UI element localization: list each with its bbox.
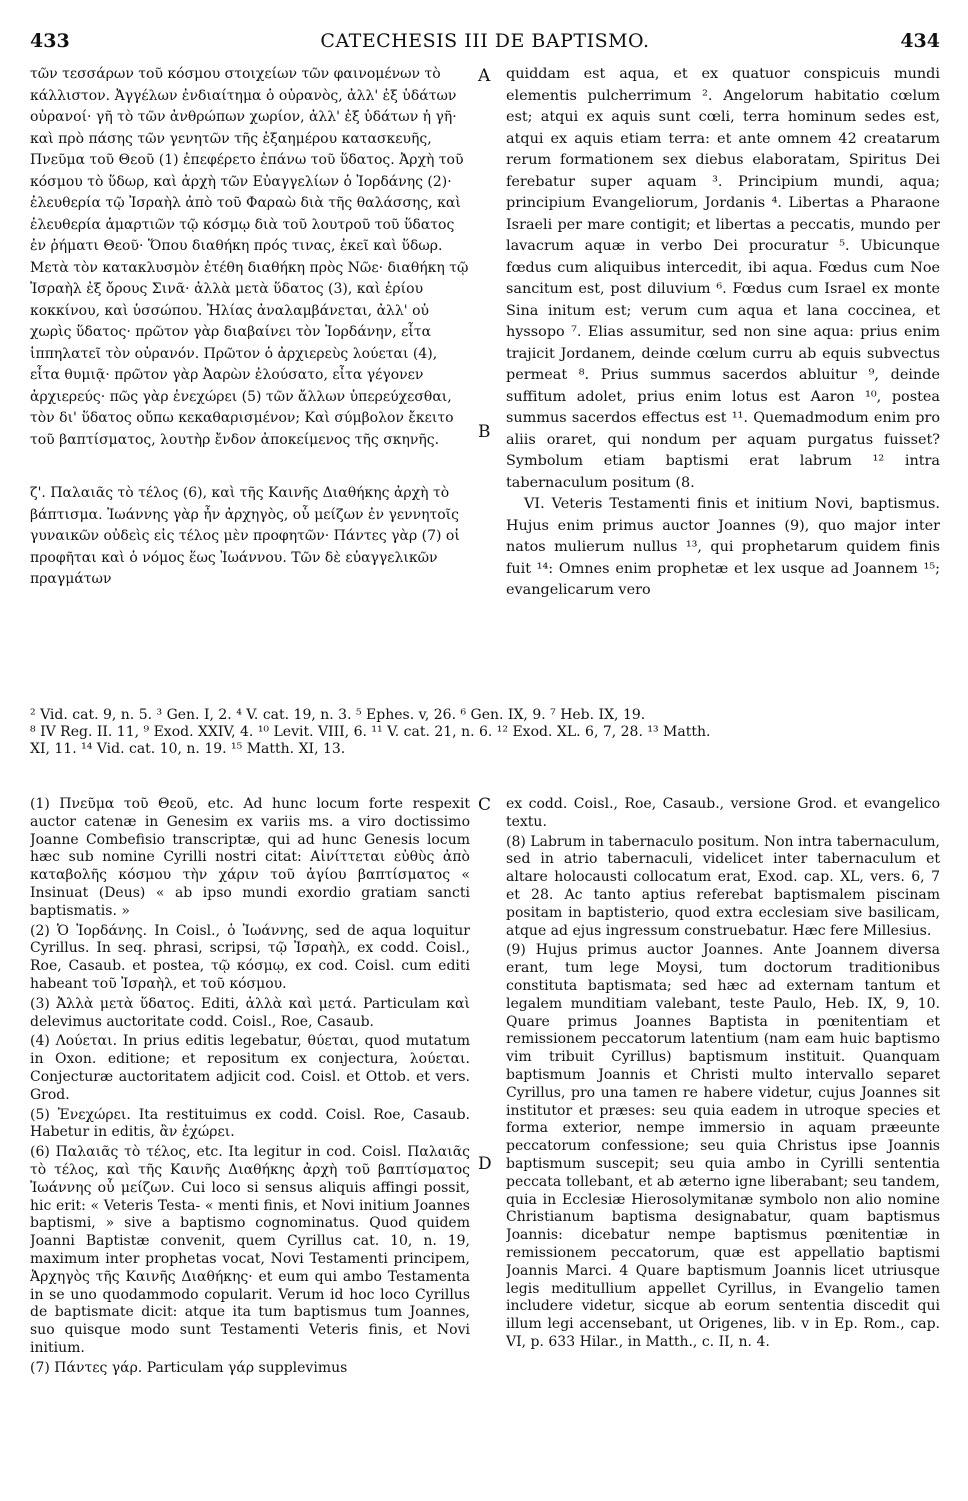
margin-letter-c: C [478,795,492,815]
latin-text-column [506,64,940,700]
latin-paragraph: quiddam est aqua, et ex quatuor conspicuis mundi elementis pulcherrimum ². Angelorum habitatio cœlum est; atqui ex aquis sunt cœli, terra hominum sedes est, atqui ex aquis etiam terra: et ante omnem 42 creatarum rerum formationem sex diebus elaboratam, Spiritus Dei ferebatur super aquam ³. Principium mundi, aqua; principium Evangeliorum, Jordanis ⁴. Libertas a Pharaone Israeli per mare contigit; et libertas a peccatis, mundo per lavacrum aquæ in verbo Dei procuratur ⁵. Ubicunque fœdus cum aliquibus intercedit, ibi aqua. Fœdus cum Noe sancitum est, post diluvium ⁶. Fœdus cum Israel ex monte Sina initum est; verum cum aqua et lana coccinea, et hyssopo ⁷. Elias assumitur, sed non sine aqua: prius enim trajicit Jordanem, deinde cœlum curru ab equis subvectus permeat ⁸. Prius summus sacerdos abluitur ⁹, deinde suffitum adolet, prius enim lotus est Aaron ¹⁰, postea summus sacerdos effectus est ¹¹. Quemadmodum enim pro aliis oraret, qui nondum per aquam purgatus fuisset? Symbolum etiam baptismi erat labrum ¹² intra tabernaculum positum (8. [506,66,940,491]
editorial-note: (3) Ἀλλὰ μετὰ ὕδατος. Editi, ἀλλὰ καὶ μετά. Particulam καὶ delevimus auctoritate codd. Coisl., Roe, Casaub. [30,995,470,1030]
reference-footnotes [30,707,940,758]
margin-letter-d: D [478,1154,492,1174]
margin-letter-b: B [478,422,491,442]
greek-paragraph: ζ'. Παλαιᾶς τὸ τέλος (6), καὶ τῆς Καινῆς Διαθήκης ἀρχὴ τὸ βάπτισμα. Ἰωάννης γὰρ ἦν ἀρχηγὸς, οὗ μείζων ἐν γεννητοῖς γυναικῶν οὐδεὶς εἰς τέλος μὲν προφητῶν· Πάντες γὰρ (7) οἱ προφῆται καὶ ὁ νόμος ἕως Ἰωάννου. Τῶν δὲ εὐαγγελικῶν πραγμάτων [30,485,460,587]
running-title: CATECHESIS III DE BAPTISMO. [320,30,650,52]
editorial-note: (9) Hujus primus auctor Joannes. Ante Joannem diversa erant, tum lege Moysi, tum doctorum traditionibus constituta baptismata; sed hæc ad externam tantum et legalem munditiam valebant, teste Paulo, Heb. IX, 9, 10. Quare primus Joannes Baptista in pœnitentiam et remissionem peccatorum latentium (nam eam huic baptismo vim tribuit Cyrillus) baptismum instituit. Quanquam baptismum Joannis et Christi multo intervallo separet Cyrillus, pro una tamen re habere videtur, cujus Joannes sit institutor et præses: seu quia eadem in utroque species et forma exterior, nempe immersio in aquam præeunte peccatorum confessione; seu quia Christus ipse Joannis baptismum suscepit; seu quia ambo in Cyrilli sententia peccata tollebant, et ab æterno igne liberabant; seu tandem, quia in Ecclesiæ Hierosolymitanæ symbolo non alio nomine Christianum baptisma designabatur, quam baptismus Joannis: dicebatur nempe baptismus pœnitentiæ in remissionem peccatorum, quæ est appellatio baptismi Joannis Marci. 4 Quare baptismum Joannis licet utriusque legis meditullium appellet Cyrillus, in Evangelio tamen includere videtur, sicque ab eorum sententia discedit qui illum legi accensebant, ut Origenes, lib. v in Ep. Rom., cap. VI, p. 633 Hilar., in Matth., c. II, n. 4. [506,942,940,1350]
notes-left-column [30,796,470,1496]
margin-letter-a: A [478,66,491,86]
notes-right-column [506,796,940,1496]
editorial-note: ex codd. Coisl., Roe, Casaub., versione Grod. et evangelico textu. [506,796,940,830]
latin-paragraph: VI. Veteris Testamenti finis et initium Novi, baptismus. Hujus enim primus auctor Joannes (9), quo major inter natos mulierum nullus ¹³, qui prophetarum quidem finis fuit ¹⁴: Omnes enim prophetæ et lex usque ad Joannem ¹⁵; evangelicarum vero [506,496,940,598]
editorial-note: (2) Ὁ Ἰορδάνης. In Coisl., ὁ Ἰωάννης, sed de aqua loquitur Cyrillus. In seq. phrasi, scripsi, τῷ Ἰσραὴλ, ex codd. Coisl., Roe, Casaub. et postea, τῷ κόσμῳ, ex cod. Coisl. cum editi habeant τοῦ Ἰσραὴλ, et τοῦ κόσμου. [30,922,470,992]
editorial-note: (8) Labrum in tabernaculo positum. Non intra tabernaculum, sed in atrio tabernaculi, videlicet inter tabernaculum et altare holocausti collocatum erat, Exod. cap. XL, vers. 6, 7 et 28. Ac tanto aptius referebat baptismalem piscinam positam in baptisterio, quod extra ecclesiam sive basilicam, atque ad ejus ingressum construebatur. Hæc fere Millesius. [506,833,940,939]
greek-paragraph: τῶν τεσσάρων τοῦ κόσμου στοιχείων τῶν φαινομένων τὸ κάλλιστον. Ἀγγέλων ἐνδιαίτημα ὁ οὐρανὸς, ἀλλ' ἐξ ὑδάτων οὐρανοί· γῆ τὸ τῶν ἀνθρώπων χωρίον, ἀλλ' ἐξ ὑδάτων ἡ γῆ· καὶ πρὸ πάσης τῶν γενητῶν τῆς ἑξαημέρου κατασκευῆς, Πνεῦμα τοῦ Θεοῦ (1) ἐπεφέρετο ἐπάνω τοῦ ὕδατος. Ἀρχὴ τοῦ κόσμου τὸ ὕδωρ, καὶ ἀρχὴ τῶν Εὐαγγελίων ὁ Ἰορδάνης (2)· ἐλευθερία τῷ Ἰσραὴλ ἀπὸ τοῦ Φαραὼ διὰ τῆς θαλάσσης, καὶ ἐλευθερία ἁμαρτιῶν τῷ κόσμῳ διὰ τοῦ λουτροῦ τοῦ ὕδατος ἐν ῥήματι Θεοῦ· Ὅπου διαθήκη πρός τινας, ἐκεῖ καὶ ὕδωρ. Μετὰ τὸν κατακλυσμὸν ἐτέθη διαθήκη πρὸς Νῶε· διαθήκη τῷ Ἰσραὴλ ἐξ ὄρους Σινᾶ· ἀλλὰ μετὰ ὕδατος (3), καὶ ἐρίου κοκκίνου, καὶ ὑσσώπου. Ἠλίας ἀναλαμβάνεται, ἀλλ' οὐ χωρὶς ὕδατος· πρῶτον γὰρ διαβαίνει τὸν Ἰορδάνην, εἶτα ἱππηλατεῖ τὸν οὐρανόν. Πρῶτον ὁ ἀρχιερεὺς λούεται (4), εἶτα θυμιᾷ· πρῶτον γὰρ Ἀαρὼν ἐλούσατο, εἶτα γέγονεν ἀρχιερεύς· πῶς γὰρ ἐνεχώρει (5) τῶν ἄλλων ὑπερεύχεσθαι, τὸν δι' ὕδατος οὔπω κεκαθαρισμένον; Καὶ σύμβολον ἔκειτο τοῦ βαπτίσματος, λουτὴρ ἔνδον ἀποκείμενος τῆς σκηνῆς. [30,66,469,448]
editorial-note: (1) Πνεῦμα τοῦ Θεοῦ, etc. Ad hunc locum forte respexit auctor catenæ in Genesim ex variis ms. a viro doctissimo Joanne Combefisio transcriptæ, qui ad hunc Genesis locum hæc sub nomine Cyrilli nostri citat: Αἰνίττεται εὐθὺς ἀπὸ καταβολῆς κόσμου τὴν χάριν τοῦ ἁγίου βαπτίσματος « Insinuat (Deus) « ab ipso mundi exordio gratiam sancti baptismatis. » [30,796,470,919]
page-number-right: 434 [900,30,940,52]
greek-text-column [30,64,470,700]
editorial-note: (4) Λούεται. In prius editis legebatur, θύεται, quod mutatum in Oxon. editione; et repositum ex conjectura, λούεται. Conjecturæ auctoritatem adjicit cod. Coisl. et Ottob. et vers. Grod. [30,1033,470,1103]
editorial-note: (6) Παλαιᾶς τὸ τέλος, etc. Ita legitur in cod. Coisl. Παλαιᾶς τὸ τέλος, καὶ τῆς Καινῆς Διαθήκης ἀρχὴ τοῦ βαπτίσματος Ἰωάννης οὗ μείζων. Cui loco si sensus aliquis affingi possit, hic erit: « Veteris Testa- « menti finis, et Novi initium Joannes baptismi, » sive a baptismo cognominatus. Quod quidem Joanni Baptistæ convenit, quem Cyrillus cat. 10, n. 19, maximum inter prophetas vocat, Novi Testamenti principem, Ἀρχηγὸς τῆς Καινῆς Διαθήκης· et eum qui ambo Testamenta in se uno quodammodo copularit. Verum id hoc loco Cyrillus de baptismate dicit: atque ita tum baptismus tum Joannes, suo quisque modo sunt Testamenti Veteris finis, et Novi initium. [30,1144,470,1356]
footnote-line: XI, 11. ¹⁴ Vid. cat. 10, n. 19. ¹⁵ Matth. XI, 13. [30,741,346,757]
editorial-note: (7) Πάντες γάρ. Particulam γάρ supplevimus [30,1359,348,1376]
page-number-left: 433 [30,30,70,52]
footnote-line: ² Vid. cat. 9, n. 5. ³ Gen. I, 2. ⁴ V. cat. 19, n. 3. ⁵ Ephes. v, 26. ⁶ Gen. IX, 9. ⁷ Heb. IX, 19. [30,707,646,723]
footnote-line: ⁸ IV Reg. II. 11, ⁹ Exod. XXIV, 4. ¹⁰ Levit. VIII, 6. ¹¹ V. cat. 21, n. 6. ¹² Exod. XL. 6, 7, 28. ¹³ Matth. [30,724,711,740]
page-header [30,30,940,58]
editorial-note: (5) Ἐνεχώρει. Ita restituimus ex codd. Coisl. Roe, Casaub. Habetur in editis, ἂν ἐχώρει. [30,1106,470,1141]
